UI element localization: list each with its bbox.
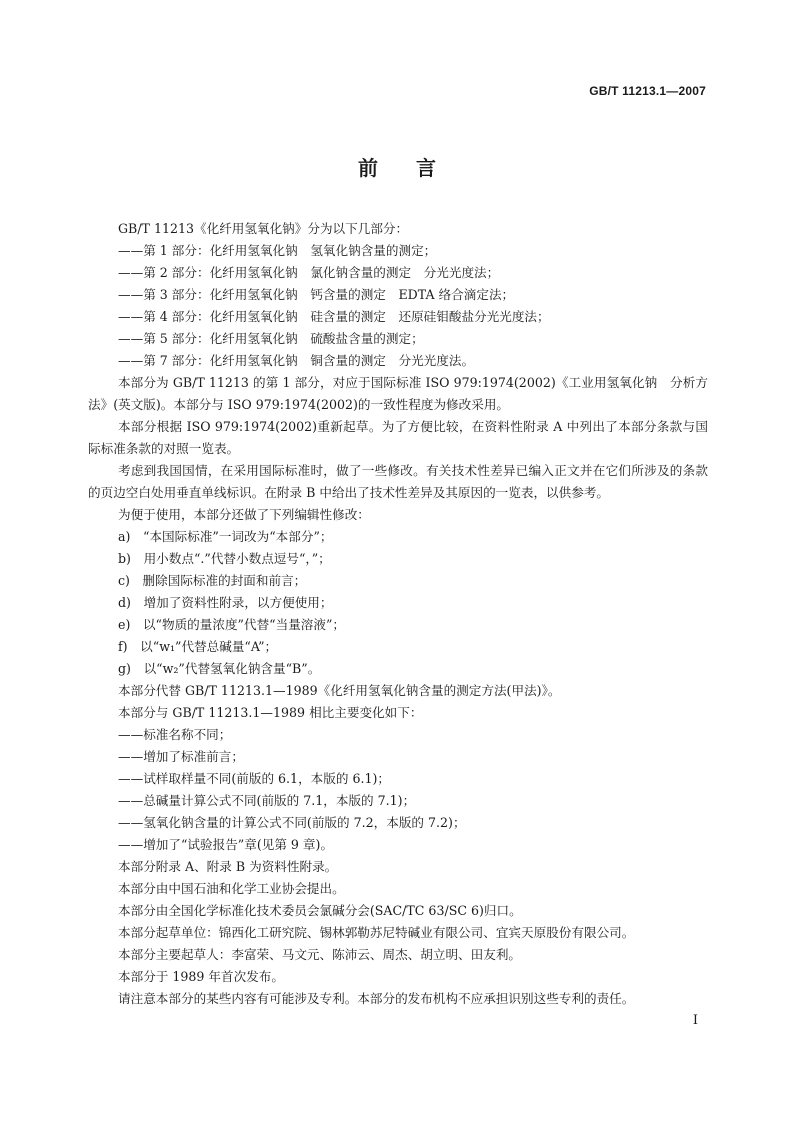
closing-line: 本部分由全国化学标准化技术委员会氯碱分会(SAC/TC 63/SC 6)归口。 [118, 903, 522, 918]
closing-line: 本部分由中国石油和化学工业协会提出。 [118, 881, 345, 896]
edit-item: d) 增加了资料性附录，以方便使用； [118, 595, 333, 610]
edit-item: f) 以“w₁”代替总碱量“A”； [118, 639, 278, 654]
page-number: I [692, 1013, 698, 1028]
edit-item: g) 以“w₂”代替氢氧化钠含量“B”。 [118, 661, 321, 676]
part-item: ——第 7 部分：化纤用氢氧化钠 铜含量的测定 分光光度法。 [118, 353, 475, 368]
paragraph-redraft: 本部分根据 ISO 979:1974(2002)重新起草。为了方便比较，在资料性附录 A 中列出了本部分条款与国际标准条款的对照一览表。 [88, 419, 708, 456]
part-item: ——第 5 部分：化纤用氢氧化钠 硫酸盐含量的测定； [118, 331, 424, 346]
parts-intro: GB/T 11213《化纤用氢氧化钠》分为以下几部分： [118, 221, 409, 236]
closing-line: 本部分附录 A、附录 B 为资料性附录。 [118, 859, 338, 874]
part-item: ——第 4 部分：化纤用氢氧化钠 硅含量的测定 还原硅钼酸盐分光光度法； [118, 309, 550, 324]
closing-line: 本部分主要起草人：李富荣、马文元、陈沛云、周杰、胡立明、田友利。 [118, 947, 521, 962]
edit-item: c) 删除国际标准的封面和前言； [118, 573, 307, 588]
change-item: ——增加了“试验报告”章(见第 9 章)。 [118, 837, 334, 852]
edit-item: b) 用小数点“.”代替小数点逗号“，”； [118, 551, 331, 566]
paragraph-correspondence: 本部分为 GB/T 11213 的第 1 部分，对应于国际标准 ISO 979:1974(2002)《工业用氢氧化钠 分析方法》(英文版)。本部分与 ISO 979:1974(2002)的一致性程度为修改采用。 [88, 375, 708, 412]
standard-code: GB/T 11213.1—2007 [589, 84, 706, 98]
foreword-body [88, 218, 708, 1010]
change-item: ——增加了标准前言； [118, 749, 244, 764]
change-item: ——总碱量计算公式不同(前版的 7.1，本版的 7.1)； [118, 793, 416, 808]
part-item: ——第 2 部分：化纤用氢氧化钠 氯化钠含量的测定 分光光度法； [118, 265, 500, 280]
closing-line: 请注意本部分的某些内容有可能涉及专利。本部分的发布机构不应承担识别这些专利的责任。 [118, 991, 635, 1006]
replace-line: 本部分代替 GB/T 11213.1—1989《化纤用氢氧化钠含量的测定方法(甲法)》。 [118, 683, 561, 698]
part-item: ——第 1 部分：化纤用氢氧化钠 氢氧化钠含量的测定； [118, 243, 437, 258]
part-item: ——第 3 部分：化纤用氢氧化钠 钙含量的测定 EDTA 络合滴定法； [118, 287, 515, 302]
change-item: ——氢氧化钠含量的计算公式不同(前版的 7.2，本版的 7.2)； [118, 815, 466, 830]
paragraph-national-conditions: 考虑到我国国情，在采用国际标准时，做了一些修改。有关技术性差异已编入正文并在它们所涉及的条款的页边空白处用垂直单线标识。在附录 B 中给出了技术性差异及其原因的一览表，以供参考。 [88, 463, 708, 500]
edit-intro: 为便于使用，本部分还做了下列编辑性修改： [118, 507, 370, 522]
closing-line: 本部分起草单位：锦西化工研究院、锡林郭勒苏尼特碱业有限公司、宜宾天原股份有限公司。 [118, 925, 635, 940]
page-title: 前言 [358, 156, 474, 180]
changes-intro: 本部分与 GB/T 11213.1—1989 相比主要变化如下： [118, 705, 423, 720]
change-item: ——试样取样量不同(前版的 6.1，本版的 6.1)； [118, 771, 390, 786]
edit-item: e) 以“物质的量浓度”代替“当量溶液”； [118, 617, 346, 632]
edit-item: a) “本国际标准”一词改为“本部分”； [118, 529, 333, 544]
change-item: ——标准名称不同； [118, 727, 232, 742]
closing-line: 本部分于 1989 年首次发布。 [118, 969, 284, 984]
